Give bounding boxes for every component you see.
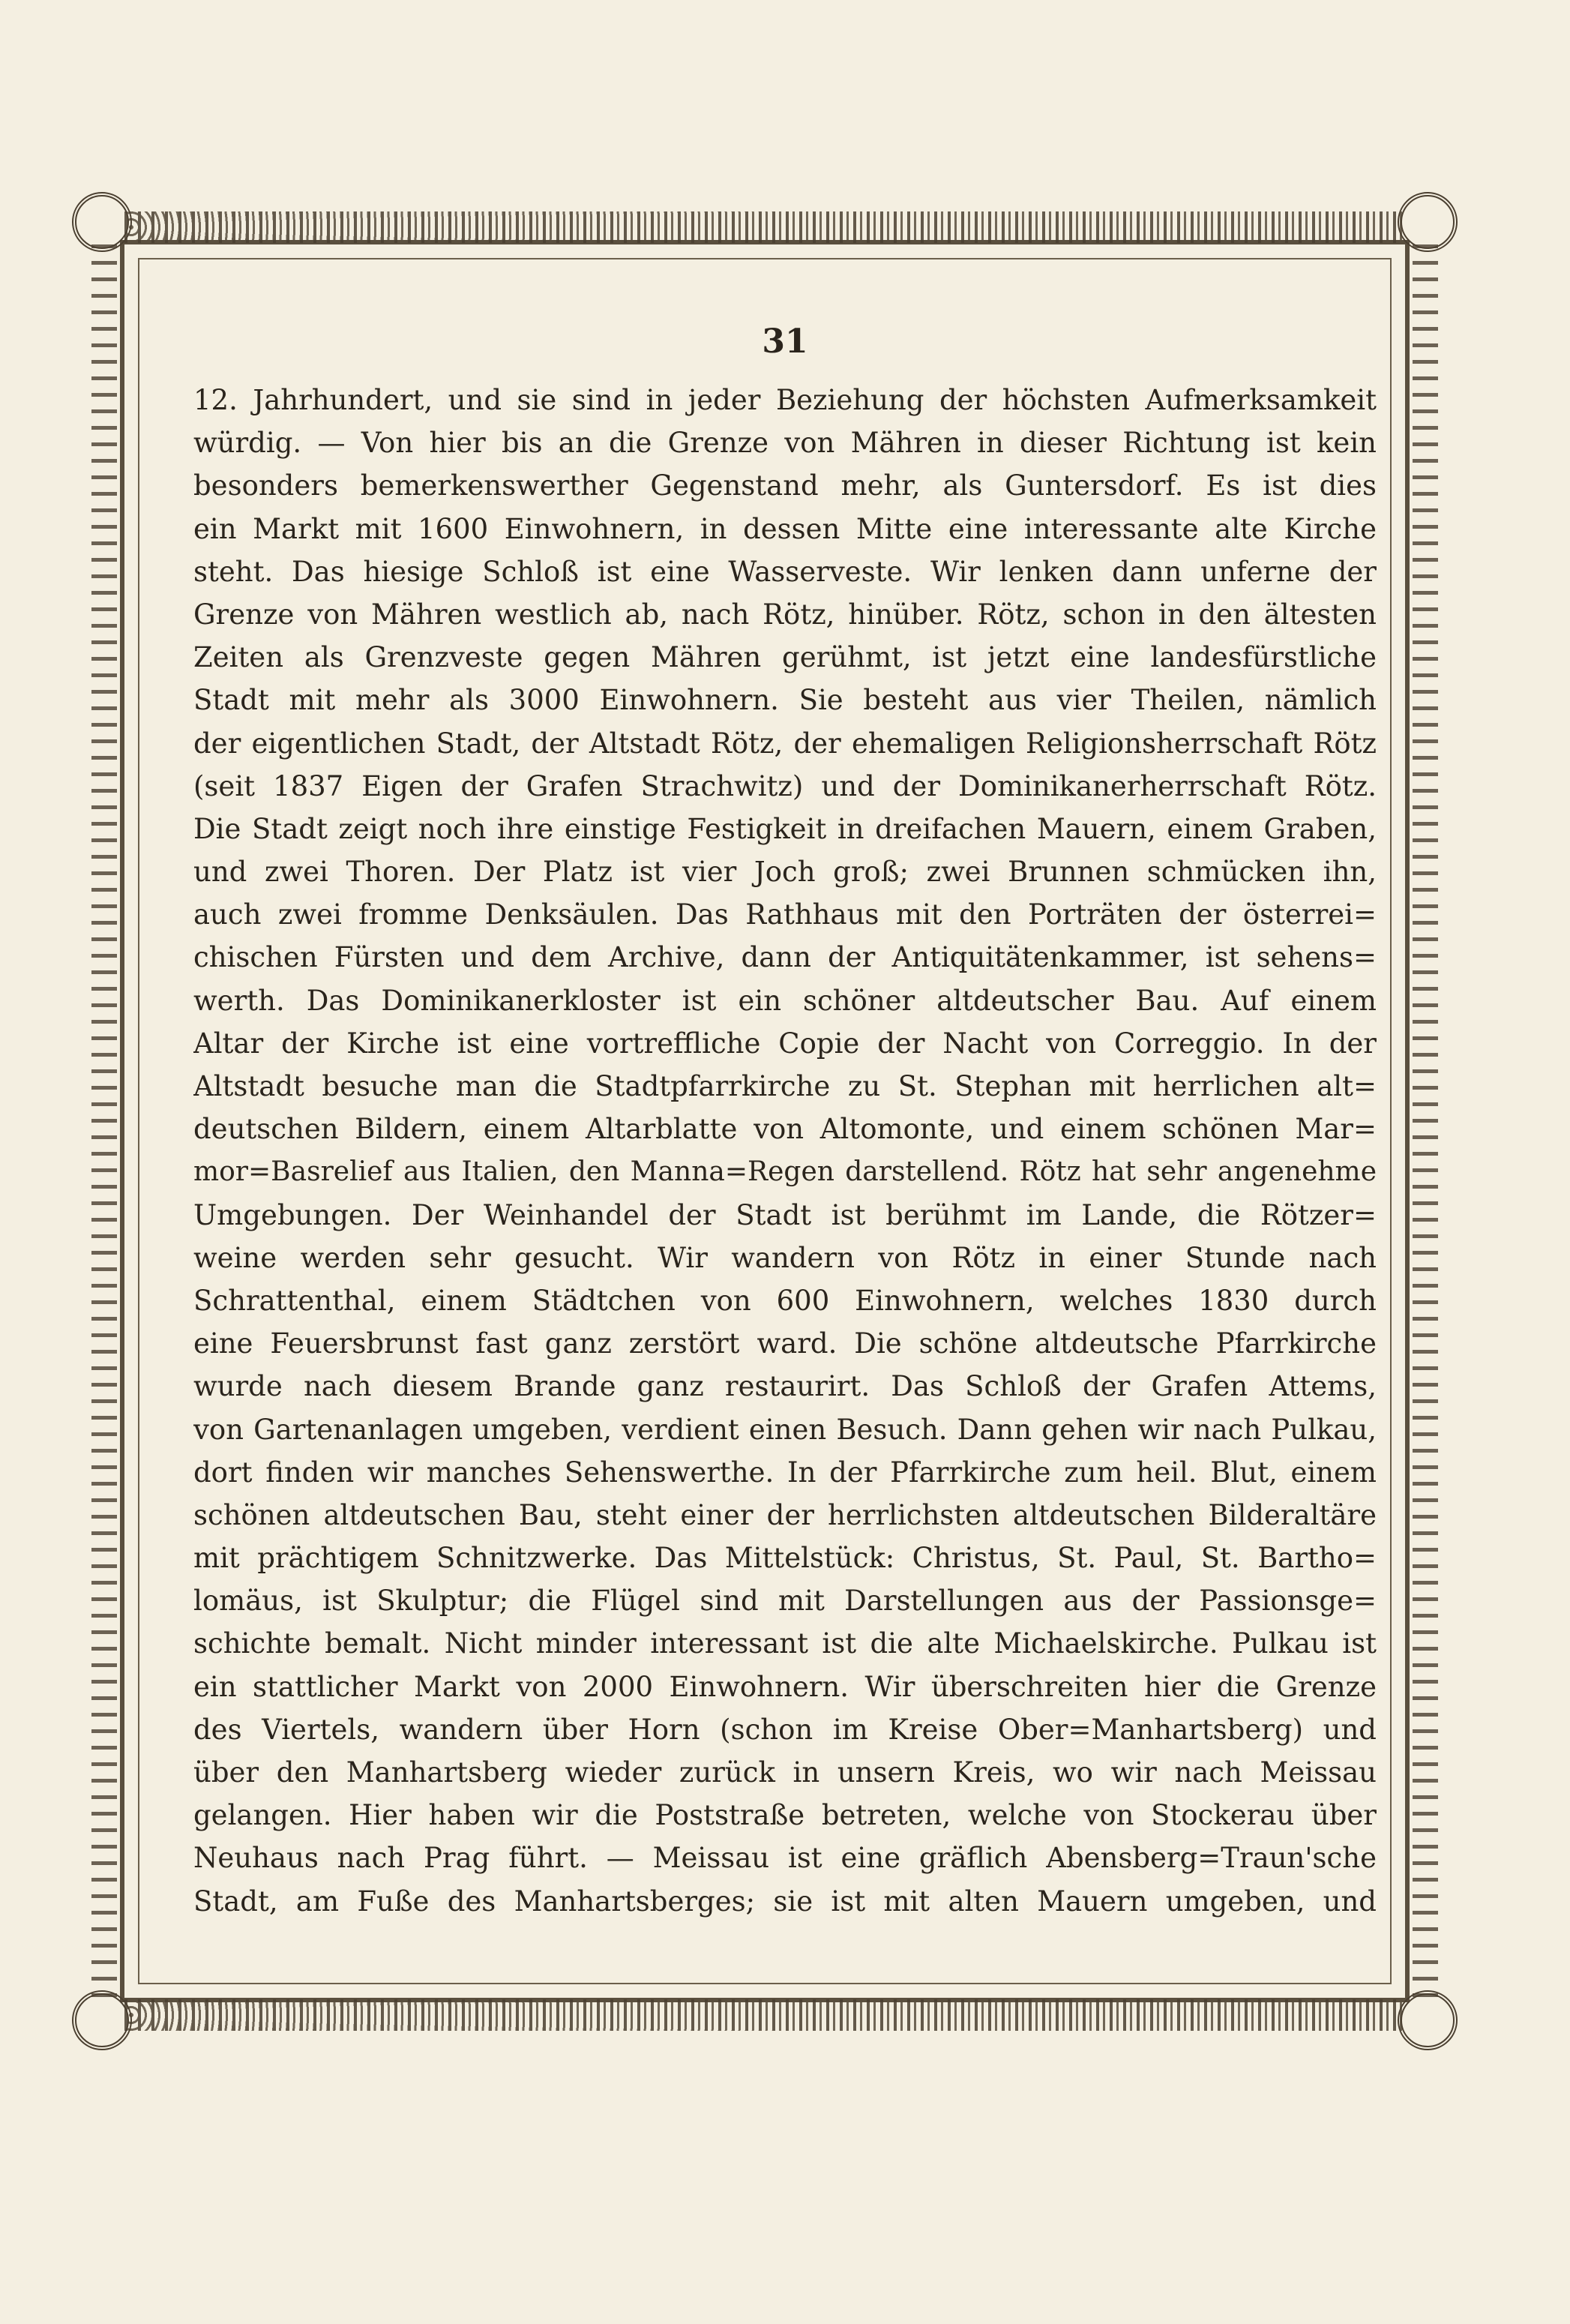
corner-ornament-bottom-left	[72, 1990, 132, 2050]
text-line: eine Feuersbrunst fast ganz zerstört ward. Die schöne altdeutsche Pfarrkirche	[193, 1327, 1377, 1360]
left-ornament-band	[91, 244, 117, 1998]
text-line: dort finden wir manches Sehenswerthe. In der Pfarrkirche zum heil. Blut, einem	[193, 1456, 1377, 1489]
text-line: mit prächtigem Schnitzwerke. Das Mittelstück: Christus, St. Paul, St. Bartho=	[193, 1542, 1377, 1575]
text-line: Die Stadt zeigt noch ihre einstige Festigkeit in dreifachen Mauern, einem Graben,	[193, 812, 1377, 845]
text-line: Stadt, am Fuße des Manhartsberges; sie ist mit alten Mauern umgeben, und	[193, 1885, 1377, 1918]
body-text	[193, 379, 1377, 1923]
text-line: lomäus, ist Skulptur; die Flügel sind mit Darstellungen aus der Passionsge=	[193, 1585, 1377, 1618]
text-line: würdig. — Von hier bis an die Grenze von Mähren in dieser Richtung ist kein	[193, 427, 1377, 460]
text-line: Neuhaus nach Prag führt. — Meissau ist eine gräflich Abensberg=Traun'sche	[193, 1842, 1377, 1875]
bottom-ornament-band	[124, 1999, 1405, 2031]
text-line: weine werden sehr gesucht. Wir wandern von Rötz in einer Stunde nach	[193, 1241, 1377, 1274]
text-line: Zeiten als Grenzveste gegen Mähren gerühmt, ist jetzt eine landesfürstliche	[193, 641, 1377, 674]
text-line: des Viertels, wandern über Horn (schon im Kreise Ober=Manhartsberg) und	[193, 1713, 1377, 1746]
top-ornament-band	[124, 211, 1405, 243]
text-line: Stadt mit mehr als 3000 Einwohnern. Sie besteht aus vier Theilen, nämlich	[193, 684, 1377, 717]
text-line: werth. Das Dominikanerkloster ist ein schöner altdeutscher Bau. Auf einem	[193, 984, 1377, 1017]
text-line: von Gartenanlagen umgeben, verdient einen Besuch. Dann gehen wir nach Pulkau,	[193, 1413, 1377, 1446]
text-line: ein stattlicher Markt von 2000 Einwohnern. Wir überschreiten hier die Grenze	[193, 1670, 1377, 1703]
text-line: steht. Das hiesige Schloß ist eine Wasserveste. Wir lenken dann unferne der	[193, 555, 1377, 588]
text-line: (seit 1837 Eigen der Grafen Strachwitz) und der Dominikanerherrschaft Rötz.	[193, 769, 1377, 802]
text-line: Schrattenthal, einem Städtchen von 600 Einwohnern, welches 1830 durch	[193, 1284, 1377, 1317]
page-number: 31	[762, 322, 808, 361]
text-line: und zwei Thoren. Der Platz ist vier Joch groß; zwei Brunnen schmücken ihn,	[193, 856, 1377, 889]
text-line: ein Markt mit 1600 Einwohnern, in dessen Mitte eine interessante alte Kirche	[193, 512, 1377, 545]
text-line: 12. Jahrhundert, und sie sind in jeder Beziehung der höchsten Aufmerksamkeit	[193, 384, 1377, 416]
text-line: schönen altdeutschen Bau, steht einer der herrlichsten altdeutschen Bilderaltäre	[193, 1498, 1377, 1531]
corner-ornament-top-left	[72, 192, 132, 252]
text-line: deutschen Bildern, einem Altarblatte von Altomonte, und einem schönen Mar=	[193, 1113, 1377, 1146]
text-line: gelangen. Hier haben wir die Poststraße betreten, welche von Stockerau über	[193, 1799, 1377, 1832]
corner-ornament-bottom-right	[1398, 1990, 1458, 2050]
text-line: Altar der Kirche ist eine vortreffliche Copie der Nacht von Correggio. In der	[193, 1027, 1377, 1060]
text-line: wurde nach diesem Brande ganz restaurirt. Das Schloß der Grafen Attems,	[193, 1370, 1377, 1403]
text-line: mor=Basrelief aus Italien, den Manna=Regen darstellend. Rötz hat sehr angenehme	[193, 1156, 1377, 1188]
text-line: über den Manhartsberg wieder zurück in unsern Kreis, wo wir nach Meissau	[193, 1756, 1377, 1789]
text-line: chischen Fürsten und dem Archive, dann der Antiquitätenkammer, ist sehens=	[193, 941, 1377, 974]
corner-ornament-top-right	[1398, 192, 1458, 252]
text-line: Grenze von Mähren westlich ab, nach Rötz, hinüber. Rötz, schon in den ältesten	[193, 598, 1377, 631]
text-line: besonders bemerkenswerther Gegenstand mehr, als Guntersdorf. Es ist dies	[193, 469, 1377, 502]
text-line: auch zwei fromme Denksäulen. Das Rathhaus mit den Porträten der österrei=	[193, 898, 1377, 931]
text-line: Altstadt besuche man die Stadtpfarrkirche zu St. Stephan mit herrlichen alt=	[193, 1070, 1377, 1102]
text-line: schichte bemalt. Nicht minder interessant ist die alte Michaelskirche. Pulkau ist	[193, 1627, 1377, 1660]
right-ornament-band	[1413, 244, 1438, 1998]
text-line: der eigentlichen Stadt, der Altstadt Rötz, der ehemaligen Religionsherrschaft Rötz	[193, 727, 1377, 760]
text-line: Umgebungen. Der Weinhandel der Stadt ist berühmt im Lande, die Rötzer=	[193, 1198, 1377, 1231]
